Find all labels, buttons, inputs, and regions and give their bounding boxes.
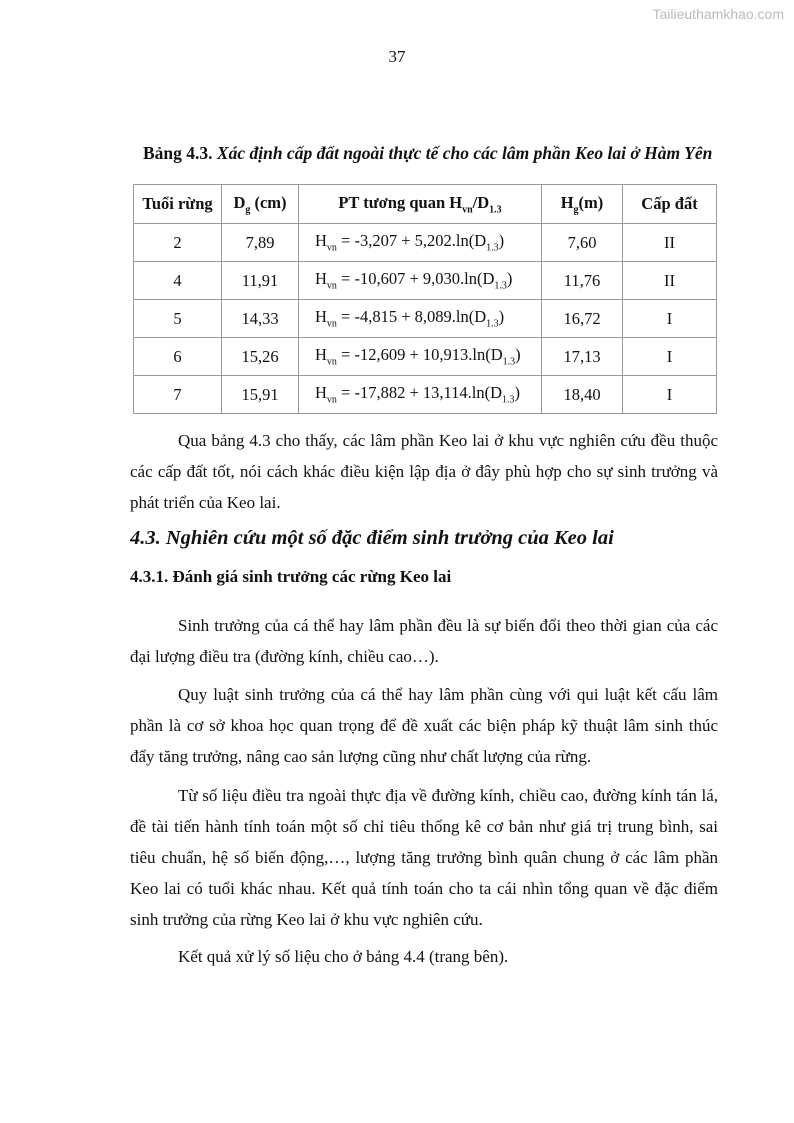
cell-equation: $H_{vn} = -12,609 + 10,913.\ln(D_{1.3})$ [299, 338, 542, 376]
paragraph-3: Quy luật sinh trưởng của cá thể hay lâm phần cùng với qui luật kết cấu lâm phần là cơ sở khoa học quan trọng để đề xuất các biện pháp kỹ thuật lâm sinh thúc đẩy tăng trưởng, nâng cao sản lượng cũng như chất lượng của rừng. [130, 685, 718, 766]
table-row [134, 262, 717, 300]
section-heading: 4.3. Nghiên cứu một số đặc điểm sinh trưởng của Keo lai [130, 527, 614, 549]
cell-age: 6 [134, 338, 222, 376]
subsection-heading: 4.3.1. Đánh giá sinh trưởng các rừng Keo lai [130, 567, 452, 586]
page-number: 37 [388, 47, 406, 66]
paragraph-5: Kết quả xử lý số liệu cho ở bảng 4.4 (trang bên). [178, 947, 509, 966]
cell-equation: $H_{vn} = -10,607 + 9,030.\ln(D_{1.3})$ [299, 262, 542, 300]
cell-age: 2 [134, 224, 222, 262]
cell-equation: $H_{vn} = -17,882 + 13,114.\ln(D_{1.3})$ [299, 376, 542, 414]
table-row [134, 338, 717, 376]
cell-hg: 18,40 [542, 376, 623, 414]
header-hg: $H_g(m)$ [542, 185, 623, 224]
cell-site-class: II [623, 262, 717, 300]
paragraph-2: Sinh trưởng của cá thể hay lâm phần đều là sự biến đổi theo thời gian của các đại lượng điều tra (đường kính, chiều cao…). [130, 616, 718, 666]
cell-dg: 7,89 [222, 224, 299, 262]
cell-hg: 17,13 [542, 338, 623, 376]
cell-hg: 11,76 [542, 262, 623, 300]
table-header-row [134, 185, 717, 224]
table-row [134, 224, 717, 262]
paragraph-1: Qua bảng 4.3 cho thấy, các lâm phần Keo lai ở khu vực nghiên cứu đều thuộc các cấp đất tốt, nói cách khác điều kiện lập địa ở đây phù hợp cho sự sinh trưởng và phát triển của Keo lai. [130, 431, 718, 512]
cell-site-class: I [623, 300, 717, 338]
cell-dg: 14,33 [222, 300, 299, 338]
header-age: Tuổi rừng [134, 185, 222, 224]
header-equation: PT tương quan $H_{vn}/D_{1.3}$ [299, 185, 542, 224]
caption-label: Bảng 4.3. [143, 143, 213, 163]
table-caption [143, 143, 712, 164]
cell-hg: 7,60 [542, 224, 623, 262]
cell-dg: 15,91 [222, 376, 299, 414]
cell-dg: 15,26 [222, 338, 299, 376]
cell-site-class: I [623, 338, 717, 376]
caption-text: Xác định cấp đất ngoài thực tế cho các lâm phần Keo lai ở Hàm Yên [216, 143, 713, 163]
cell-age: 5 [134, 300, 222, 338]
cell-hg: 16,72 [542, 300, 623, 338]
watermark: Tailieuthamkhao.com [652, 6, 784, 22]
header-dg: $D_g$ (cm) [222, 185, 299, 224]
cell-dg: 11,91 [222, 262, 299, 300]
cell-age: 4 [134, 262, 222, 300]
table-row [134, 376, 717, 414]
cell-equation: $H_{vn} = -4,815 + 8,089.\ln(D_{1.3})$ [299, 300, 542, 338]
header-site-class: Cấp đất [623, 185, 717, 224]
cell-age: 7 [134, 376, 222, 414]
cell-site-class: I [623, 376, 717, 414]
paragraph-4: Từ số liệu điều tra ngoài thực địa về đường kính, chiều cao, đường kính tán lá, đề tài tiến hành tính toán một số chỉ tiêu thống kê cơ bản như giá trị trung bình, sai tiêu chuẩn, hệ số biến động,…, lượng tăng trưởng bình quân chung ở các lâm phần Keo lai có tuổi khác nhau. Kết quả tính toán cho ta cái nhìn tổng quan về đặc điểm sinh trưởng của rừng Keo lai ở khu vực nghiên cứu. [130, 786, 718, 929]
cell-equation: $H_{vn} = -3,207 + 5,202.\ln(D_{1.3})$ [299, 224, 542, 262]
site-class-table [133, 184, 717, 414]
cell-site-class: II [623, 224, 717, 262]
table-row [134, 300, 717, 338]
